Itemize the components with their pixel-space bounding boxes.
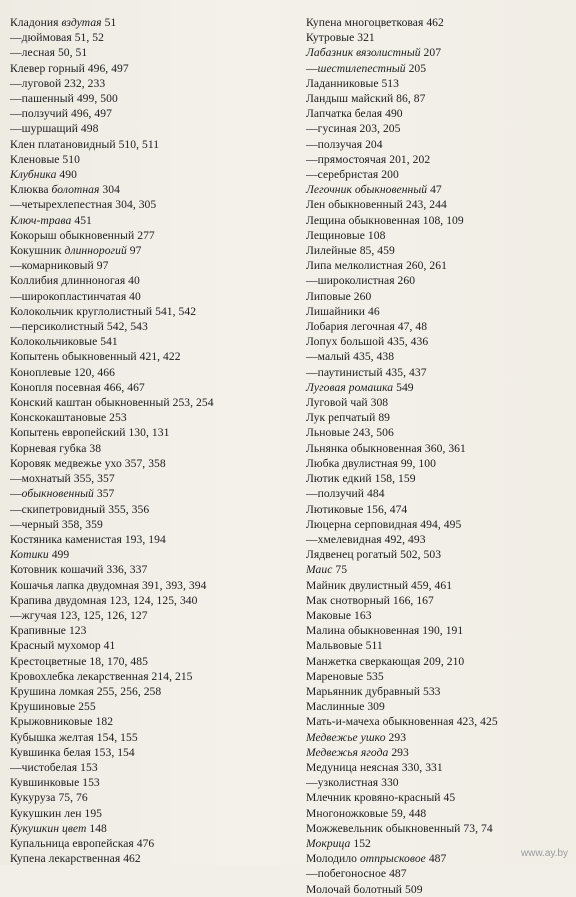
- index-entry: [306, 638, 574, 653]
- entry-term: Ладанниковые 513: [306, 76, 400, 90]
- entry-term: Малина обыкновенная 190, 191: [306, 624, 464, 638]
- index-entry: [10, 365, 286, 380]
- entry-pages: 205: [408, 61, 427, 75]
- entry-term-italic: Медвежья ягода: [306, 745, 389, 759]
- index-entry: [306, 137, 574, 152]
- entry-term: Маковые 163: [306, 608, 372, 622]
- index-entry: [10, 228, 286, 243]
- entry-term: Марьянник дубравный 533: [306, 684, 441, 698]
- entry-term-italic: вздутая: [61, 16, 102, 29]
- entry-term-italic: Легочник обыкновенный: [306, 183, 428, 197]
- entry-term: —ползучий 484: [306, 487, 385, 501]
- index-entry: [10, 395, 291, 410]
- index-entry: [306, 684, 574, 699]
- entry-term: Крушиновые 255: [10, 700, 96, 714]
- index-entry: [306, 121, 574, 136]
- entry-term: Клевер горный 496, 497: [10, 61, 129, 75]
- index-entry: [10, 91, 286, 106]
- index-entry: [10, 821, 286, 836]
- entry-term: —дюймовая 51, 52: [10, 31, 104, 45]
- index-entry: [10, 669, 286, 684]
- index-entry: [306, 425, 574, 440]
- index-entry: [306, 319, 574, 334]
- index-entry: [10, 273, 286, 288]
- index-entry: [306, 152, 574, 167]
- index-entry: [306, 532, 574, 547]
- index-entry: [306, 821, 574, 836]
- index-entry: [306, 441, 574, 456]
- entry-term: —гусиная 203, 205: [306, 122, 401, 136]
- index-entry: [10, 197, 286, 212]
- entry-term: —шуршащий 498: [10, 122, 99, 136]
- entry-term: Лилейные 85, 459: [306, 244, 395, 258]
- index-entry: [10, 61, 286, 76]
- entry-term: Крестоцветные 18, 170, 485: [10, 654, 148, 668]
- entry-term-italic: отпрысковое: [359, 852, 426, 866]
- index-entry: [306, 197, 574, 212]
- entry-term: Липа мелколистная 260, 261: [306, 259, 447, 273]
- index-entry: [306, 365, 574, 380]
- index-entry: [10, 714, 286, 729]
- entry-term: Млечник кровяно-красный 45: [306, 791, 456, 805]
- entry-term: Конскокаштановые 253: [10, 411, 127, 425]
- entry-term: Луговой чай 308: [306, 396, 389, 410]
- index-entry: [306, 182, 574, 197]
- entry-term: —узколистная 330: [306, 776, 399, 790]
- entry-term: Кровохлебка лекарственная 214, 215: [10, 669, 193, 683]
- entry-term: Конский каштан обыкновенный 253, 254: [10, 396, 214, 410]
- index-entry: [306, 61, 574, 76]
- entry-term: Крыжовниковые 182: [10, 715, 114, 729]
- index-entry: [10, 45, 286, 60]
- entry-pages: 293: [388, 730, 407, 744]
- index-entry: [10, 654, 286, 669]
- entry-term: Липовые 260: [306, 289, 372, 303]
- index-entry: [306, 91, 574, 106]
- index-entry: [306, 608, 574, 623]
- entry-pages: 75: [335, 563, 348, 577]
- entry-term: Льнянка обыкновенная 360, 361: [306, 441, 466, 455]
- entry-term: Льновые 243, 506: [306, 426, 394, 440]
- entry-term: Коноплевые 120, 466: [10, 365, 115, 379]
- entry-term: —широкопластинчатая 40: [10, 289, 141, 303]
- index-entry: [306, 669, 574, 684]
- entry-term: Кутровые 321: [306, 31, 375, 45]
- index-entry: [306, 334, 574, 349]
- entry-pages: 304: [102, 183, 120, 197]
- entry-term: —ползучий 496, 497: [10, 107, 112, 121]
- index-entry: [306, 471, 574, 486]
- entry-term-italic: Ключ-трава: [10, 213, 72, 227]
- entry-term: Лещиновые 108: [306, 228, 386, 242]
- entry-term: Лишайники 46: [306, 304, 380, 318]
- entry-term: Клен платановидный 510, 511: [10, 137, 160, 151]
- entry-pages: 51: [104, 16, 117, 29]
- entry-pages: 293: [391, 745, 409, 759]
- index-column-right: [306, 15, 574, 897]
- index-entry: [10, 517, 286, 532]
- entry-term: Кладония: [10, 16, 59, 29]
- index-entry: [10, 334, 286, 349]
- index-entry: [306, 15, 574, 30]
- entry-term: Кувшинковые 153: [10, 776, 100, 790]
- index-entry: [10, 76, 286, 91]
- index-entry: [10, 182, 286, 197]
- entry-term: —прямостоячая 201, 202: [306, 152, 431, 166]
- entry-term: Лопух большой 435, 436: [306, 335, 429, 349]
- entry-term: —паутинистый 435, 437: [306, 365, 427, 379]
- index-entry: [10, 349, 286, 364]
- index-entry: [10, 304, 286, 319]
- entry-term: —жгучая 123, 125, 126, 127: [10, 608, 148, 622]
- index-entry: [10, 258, 286, 273]
- entry-pages: 490: [59, 168, 77, 182]
- index-entry: [306, 258, 574, 273]
- index-entry: [10, 790, 286, 805]
- index-entry: [10, 213, 286, 228]
- index-entry: [10, 486, 286, 501]
- index-entry: [306, 714, 574, 729]
- entry-term: —чистобелая 153: [10, 760, 98, 774]
- index-entry: [10, 851, 286, 866]
- index-entry: [10, 684, 286, 699]
- entry-term: —побегоносное 487: [306, 867, 407, 881]
- index-column-left: [10, 15, 286, 866]
- entry-term: —пашенный 499, 500: [10, 92, 118, 106]
- entry-term: Красный мухомор 41: [10, 639, 116, 653]
- index-entry: [10, 106, 286, 121]
- entry-term: Манжетка сверкающая 209, 210: [306, 654, 465, 668]
- index-entry: [10, 441, 286, 456]
- entry-term: Лук репчатый 89: [306, 411, 391, 425]
- entry-term: Кукуруза 75, 76: [10, 791, 88, 805]
- index-entry: [10, 319, 286, 334]
- entry-term: —луговой 232, 233: [10, 76, 106, 90]
- entry-term-italic: шестилепестный: [317, 61, 406, 75]
- entry-term: —широколистная 260: [306, 274, 416, 288]
- index-entry: [306, 562, 574, 577]
- index-entry: [306, 410, 574, 425]
- index-entry: [10, 806, 286, 821]
- entry-term: Многоножковые 59, 448: [306, 806, 427, 820]
- index-entry: [10, 578, 291, 593]
- entry-term: Клюква: [10, 183, 49, 197]
- index-entry: [10, 638, 286, 653]
- index-entry: [306, 760, 574, 775]
- index-entry: [306, 623, 574, 638]
- index-entry: [10, 836, 286, 851]
- index-entry: [10, 30, 286, 45]
- entry-term-italic: болотная: [51, 183, 100, 197]
- index-entry: [10, 608, 286, 623]
- entry-term: Конопля посевная 466, 467: [10, 380, 145, 394]
- entry-pages: 207: [423, 46, 442, 60]
- entry-term-italic: длиннорогий: [64, 244, 127, 258]
- entry-term: —хмелевидная 492, 493: [306, 532, 426, 546]
- entry-term-italic: Маис: [306, 563, 333, 577]
- entry-pages: 487: [428, 852, 447, 866]
- entry-pages: 451: [74, 213, 92, 227]
- index-entry: [306, 699, 574, 714]
- entry-term: Кувшинка белая 153, 154: [10, 745, 135, 759]
- entry-term-italic: обыкновенный: [21, 487, 94, 501]
- index-entry: [306, 243, 574, 258]
- entry-pages: 152: [353, 836, 371, 850]
- entry-term: Корневая губка 38: [10, 441, 102, 455]
- entry-pages: 47: [430, 183, 442, 197]
- index-entry: [306, 866, 574, 881]
- index-entry: [10, 745, 286, 760]
- entry-term-italic: Кукушкин цвет: [10, 821, 87, 835]
- entry-term: —лесная 50, 51: [10, 46, 88, 60]
- index-entry: [306, 213, 574, 228]
- index-entry: [10, 593, 286, 608]
- entry-term: Кошачья лапка двудомная 391, 393, 394: [10, 578, 207, 592]
- index-entry: [10, 456, 286, 471]
- entry-term: Крапивные 123: [10, 624, 87, 638]
- entry-term: Можжевельник обыкновенный 73, 74: [306, 821, 493, 835]
- entry-term-italic: Клубника: [10, 168, 57, 182]
- entry-term-italic: Котики: [10, 548, 49, 562]
- index-entry: [10, 532, 286, 547]
- entry-term: Молодило: [306, 852, 357, 866]
- index-entry: [10, 152, 286, 167]
- entry-term-italic: Луговая ромашка: [306, 380, 394, 394]
- entry-pages: 148: [89, 821, 107, 835]
- entry-term: —четырехлепестная 304, 305: [10, 198, 157, 212]
- entry-term: Колокольчик круглолистный 541, 542: [10, 304, 197, 318]
- index-entry: [306, 775, 574, 790]
- index-entry: [10, 380, 286, 395]
- entry-term: Кубышка желтая 154, 155: [10, 730, 138, 744]
- index-entry: [10, 730, 286, 745]
- entry-term: Купена многоцветковая 462: [306, 16, 444, 29]
- entry-term: —ползучая 204: [306, 137, 383, 151]
- index-entry: [10, 15, 286, 30]
- index-entry: [306, 30, 574, 45]
- index-entry: [10, 425, 286, 440]
- index-entry: [306, 486, 574, 501]
- index-entry: [306, 273, 574, 288]
- index-entry: [306, 45, 574, 60]
- entry-term: Коровяк медвежье ухо 357, 358: [10, 456, 166, 470]
- entry-term-italic: Медвежье ушко: [306, 730, 386, 744]
- index-entry: [306, 730, 574, 745]
- index-entry: [10, 167, 286, 182]
- entry-pages: 97: [129, 244, 142, 258]
- index-entry: [10, 502, 286, 517]
- entry-term: Костяника каменистая 193, 194: [10, 532, 166, 546]
- entry-term: —комарниковый 97: [10, 259, 109, 273]
- entry-term: Маслинные 309: [306, 700, 385, 714]
- index-entry: [306, 304, 574, 319]
- entry-term: Котовник кошачий 336, 337: [10, 563, 148, 577]
- entry-term: Лещина обыкновенная 108, 109: [306, 213, 464, 227]
- index-entry: [10, 137, 286, 152]
- index-entry: [306, 790, 574, 805]
- entry-term: Колокольчиковые 541: [10, 335, 118, 349]
- index-entry: [306, 167, 574, 182]
- index-entry: [306, 76, 574, 91]
- entry-term: Медуница неясная 330, 331: [306, 760, 443, 774]
- index-entry: [10, 623, 286, 638]
- entry-term: —мохнатый 355, 357: [10, 472, 115, 486]
- entry-term: Лютиковые 156, 474: [306, 502, 408, 516]
- index-entry: [306, 745, 574, 760]
- entry-term: —: [10, 487, 22, 501]
- entry-term: —персиколистный 542, 543: [10, 320, 148, 334]
- entry-term: Кукушкин лен 195: [10, 806, 103, 820]
- entry-term: Кленовые 510: [10, 152, 80, 166]
- index-entry: [306, 547, 574, 562]
- entry-term-italic: Мокрица: [306, 836, 351, 850]
- entry-term: Мать-и-мачеха обыкновенная 423, 425: [306, 715, 498, 729]
- index-entry: [10, 410, 286, 425]
- entry-term: Копытень европейский 130, 131: [10, 426, 170, 440]
- entry-term: Коллибия длинноногая 40: [10, 274, 140, 288]
- entry-term: Лядвенец рогатый 502, 503: [306, 548, 442, 562]
- index-entry: [10, 775, 286, 790]
- index-entry: [10, 289, 286, 304]
- entry-term: Кокорыш обыкновенный 277: [10, 228, 155, 242]
- entry-term: Лобария легочная 47, 48: [306, 320, 428, 334]
- entry-term-italic: Лабазник вязолистный: [306, 46, 421, 60]
- index-entry: [306, 349, 574, 364]
- entry-term: Купальница европейская 476: [10, 836, 155, 850]
- index-entry: [10, 547, 286, 562]
- entry-term: Майник двулистный 459, 461: [306, 578, 453, 592]
- index-entry: [306, 578, 574, 593]
- entry-pages: 357: [96, 487, 115, 501]
- entry-term: Лютик едкий 158, 159: [306, 472, 416, 486]
- index-entry: [10, 699, 286, 714]
- index-entry: [10, 121, 286, 136]
- index-entry: [306, 882, 574, 897]
- entry-term: Кокушник: [10, 244, 62, 258]
- entry-term: Любка двулистная 99, 100: [306, 456, 436, 470]
- index-entry: [306, 106, 574, 121]
- index-entry: [306, 395, 574, 410]
- index-entry: [306, 517, 574, 532]
- entry-term: Крушина ломкая 255, 256, 258: [10, 684, 162, 698]
- index-entry: [10, 562, 286, 577]
- entry-term: —малый 435, 438: [306, 350, 395, 364]
- index-entry: [306, 593, 574, 608]
- entry-term: Мак снотворный 166, 167: [306, 593, 434, 607]
- entry-term: Молочай болотный 509: [306, 882, 423, 896]
- entry-term: Крапива двудомная 123, 124, 125, 340: [10, 593, 198, 607]
- entry-term: Лапчатка белая 490: [306, 107, 403, 121]
- index-entry: [306, 289, 574, 304]
- entry-term: Люцерна серповидная 494, 495: [306, 517, 462, 531]
- index-entry: [10, 760, 286, 775]
- index-entry: [306, 806, 574, 821]
- index-entry: [306, 456, 574, 471]
- index-entry: [306, 654, 574, 669]
- entry-term: Копытень обыкновенный 421, 422: [10, 350, 181, 364]
- index-entry: [10, 471, 286, 486]
- entry-term: Мальвовые 511: [306, 639, 383, 653]
- entry-term: Лен обыкновенный 243, 244: [306, 198, 447, 212]
- index-entry: [306, 380, 574, 395]
- index-entry: [306, 228, 574, 243]
- entry-term: —скипетровидный 355, 356: [10, 502, 150, 516]
- entry-term: —серебристая 200: [306, 168, 399, 182]
- entry-term: —: [306, 61, 318, 75]
- index-entry: [10, 243, 286, 258]
- entry-pages: 549: [396, 380, 414, 394]
- index-entry: [306, 502, 574, 517]
- entry-term: Ландыш майский 86, 87: [306, 92, 426, 106]
- entry-term: Купена лекарственная 462: [10, 852, 141, 866]
- watermark: www.ay.by: [520, 848, 568, 859]
- entry-term: —черный 358, 359: [10, 517, 103, 531]
- entry-term: Мареновые 535: [306, 669, 384, 683]
- entry-pages: 499: [51, 548, 70, 562]
